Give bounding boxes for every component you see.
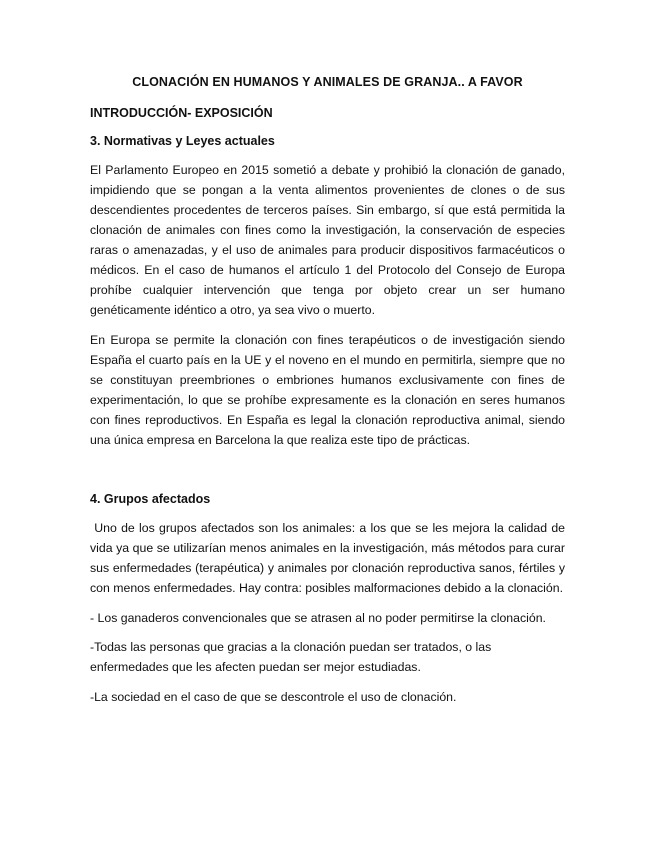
section3-paragraph-2: En Europa se permite la clonación con fines terapéuticos o de investigación siendo España el cuarto país en la UE y el noveno en el mundo en permitirla, siempre que no se constituyan preembriones o embriones humanos exclusivamente con fines de experimentación, lo que se prohíbe expresamente es la clonación en seres humanos con fines reproductivos. En España es legal la clonación reproductiva animal, siendo una única empresa en Barcelona la que realiza este tipo de prácticas. <box>90 333 565 447</box>
document-title: CLONACIÓN EN HUMANOS Y ANIMALES DE GRANJA.. A FAVOR <box>132 75 523 89</box>
intro-heading: INTRODUCCIÓN- EXPOSICIÓN <box>90 106 273 120</box>
section3-paragraph-1: El Parlamento Europeo en 2015 sometió a debate y prohibió la clonación de ganado, impidiendo que se pongan a la venta alimentos provenientes de clones o de sus descendientes procedentes de terceros países. Sin embargo, sí que está permitida la clonación de animales con fines como la investigación, la conservación de especies raras o amenazadas, y el uso de animales para producir dispositivos farmacéuticos o médicos. En el caso de humanos el artículo 1 del Protocolo del Consejo de Europa prohíbe cualquier intervención que tenga por objeto crear un ser humano genéticamente idéntico a otro, ya sea vivo o muerto. <box>90 163 565 317</box>
section4-heading: 4. Grupos afectados <box>90 492 211 506</box>
section4-item-personas: -Todas las personas que gracias a la clonación puedan ser tratados, o las enfermedades que les afecten puedan ser mejor estudiadas. <box>90 640 492 674</box>
section4-paragraph-1: Uno de los grupos afectados son los animales: a los que se les mejora la calidad de vida ya que se utilizarían menos animales en la investigación, más métodos para curar sus enfermedades (terapéutica) y animales por clonación reproductiva sanos, fértiles y con menos enfermedades. Hay contra: posibles malformaciones debido a la clonación. <box>90 521 569 595</box>
section4-item-sociedad: -La sociedad en el caso de que se descontrole el uso de clonación. <box>90 690 457 704</box>
section3-heading: 3. Normativas y Leyes actuales <box>90 134 275 148</box>
section4-item-ganaderos: - Los ganaderos convencionales que se atrasen al no poder permitirse la clonación. <box>90 611 546 625</box>
